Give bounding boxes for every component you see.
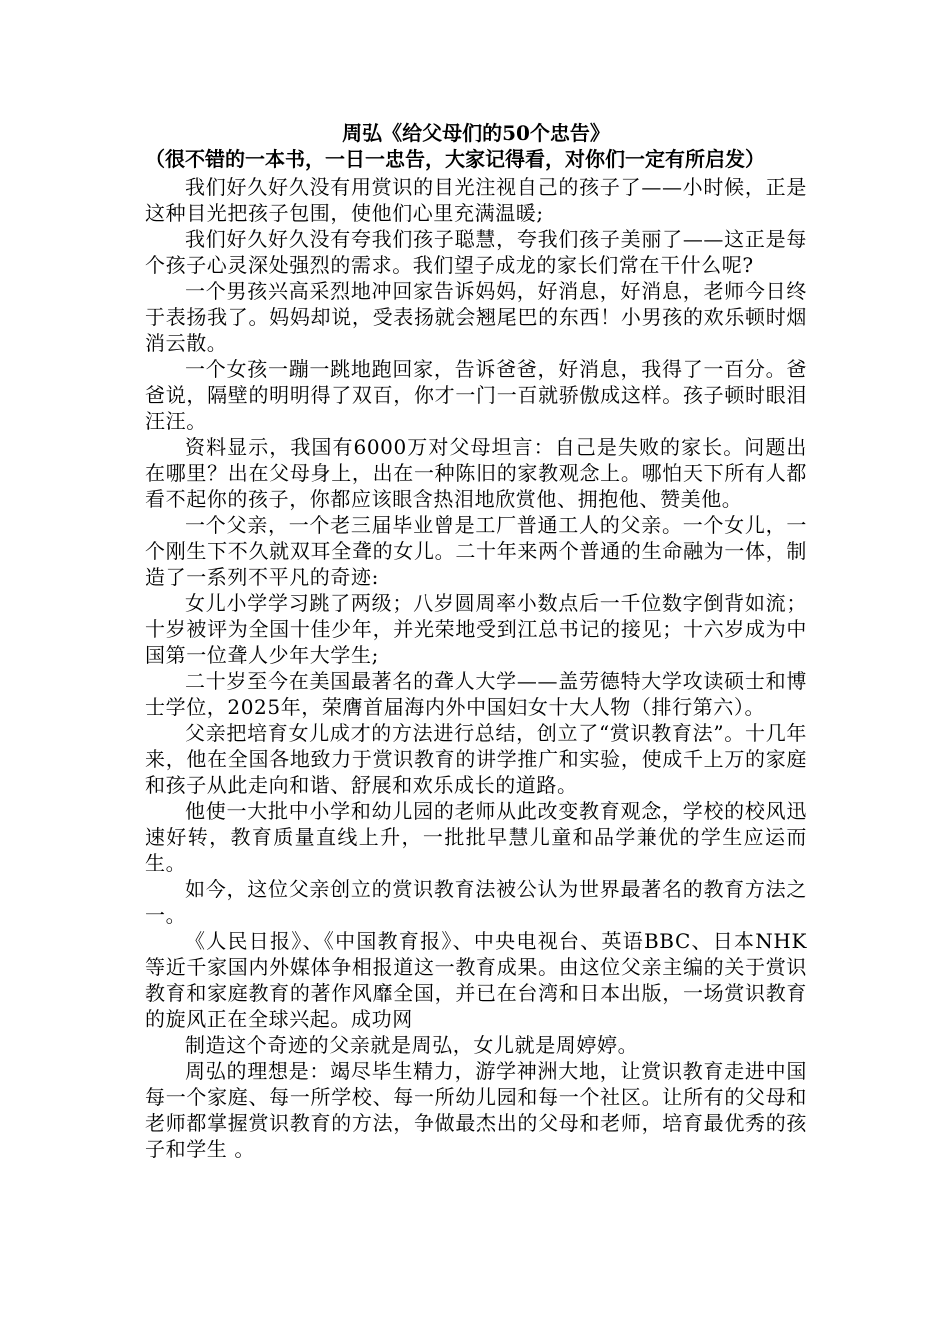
paragraph-2: 我们好久好久没有夸我们孩子聪慧，夸我们孩子美丽了——这正是每个孩子心灵深处强烈的需求。我们望子成龙的家长们常在干什么呢? xyxy=(145,227,807,277)
paragraph-4: 一个女孩一蹦一跳地跑回家，告诉爸爸，好消息，我得了一百分。爸爸说，隔壁的明明得了双百，你才一门一百就骄傲成这样。孩子顿时眼泪汪汪。 xyxy=(145,357,807,433)
document-page xyxy=(145,120,807,1162)
paragraph-14: 周弘的理想是：竭尽毕生精力，游学神洲大地，让赏识教育走进中国每一个家庭、每一所学校、每一所幼儿园和每一个社区。让所有的父母和老师都掌握赏识教育的方法，争做最杰出的父母和老师，培育最优秀的孩子和学生 。 xyxy=(145,1059,807,1161)
paragraph-3: 一个男孩兴高采烈地冲回家告诉妈妈，好消息，好消息，老师今日终于表扬我了。妈妈却说，受表扬就会翘尾巴的东西！小男孩的欢乐顿时烟消云散。 xyxy=(145,279,807,355)
document-title: 周弘《给父母们的50个忠告》 xyxy=(342,121,610,145)
paragraph-7: 女儿小学学习跳了两级；八岁圆周率小数点后一千位数字倒背如流；十岁被评为全国十佳少年，并光荣地受到江总书记的接见；十六岁成为中国第一位聋人少年大学生; xyxy=(145,591,807,667)
paragraph-10: 他使一大批中小学和幼儿园的老师从此改变教育观念，学校的校风迅速好转，教育质量直线上升，一批批早慧儿童和品学兼优的学生应运而生。 xyxy=(145,799,807,875)
paragraph-9: 父亲把培育女儿成才的方法进行总结，创立了“赏识教育法”。十几年来，他在全国各地致力于赏识教育的讲学推广和实验，使成千上万的家庭和孩子从此走向和谐、舒展和欢乐成长的道路。 xyxy=(145,721,807,797)
paragraph-5: 资料显示，我国有6000万对父母坦言：自己是失败的家长。问题出在哪里？出在父母身上，出在一种陈旧的家教观念上。哪怕天下所有人都看不起你的孩子，你都应该眼含热泪地欣赏他、拥抱他、赞美他。 xyxy=(145,435,807,511)
paragraph-8: 二十岁至今在美国最著名的聋人大学——盖劳德特大学攻读硕士和博士学位，2025年，荣膺首届海内外中国妇女十大人物（排行第六）。 xyxy=(145,669,807,719)
document-subtitle: （很不错的一本书，一日一忠告，大家记得看，对你们一定有所启发） xyxy=(145,147,765,171)
paragraph-11: 如今，这位父亲创立的赏识教育法被公认为世界最著名的教育方法之一。 xyxy=(145,877,807,927)
paragraph-6: 一个父亲，一个老三届毕业曾是工厂普通工人的父亲。一个女儿，一个刚生下不久就双耳全聋的女儿。二十年来两个普通的生命融为一体，制造了一系列不平凡的奇迹: xyxy=(145,513,807,589)
paragraph-1: 我们好久好久没有用赏识的目光注视自己的孩子了——小时候，正是这种目光把孩子包围，使他们心里充满温暖; xyxy=(145,175,807,225)
paragraph-13: 制造这个奇迹的父亲就是周弘，女儿就是周婷婷。 xyxy=(185,1033,639,1057)
paragraph-12: 《人民日报》、《中国教育报》、中央电视台、英语BBC、日本NHK等近千家国内外媒体争相报道这一教育成果。由这位父亲主编的关于赏识教育和家庭教育的著作风靡全国，并已在台湾和日本出版，一场赏识教育的旋风正在全球兴起。成功网 xyxy=(145,929,807,1031)
